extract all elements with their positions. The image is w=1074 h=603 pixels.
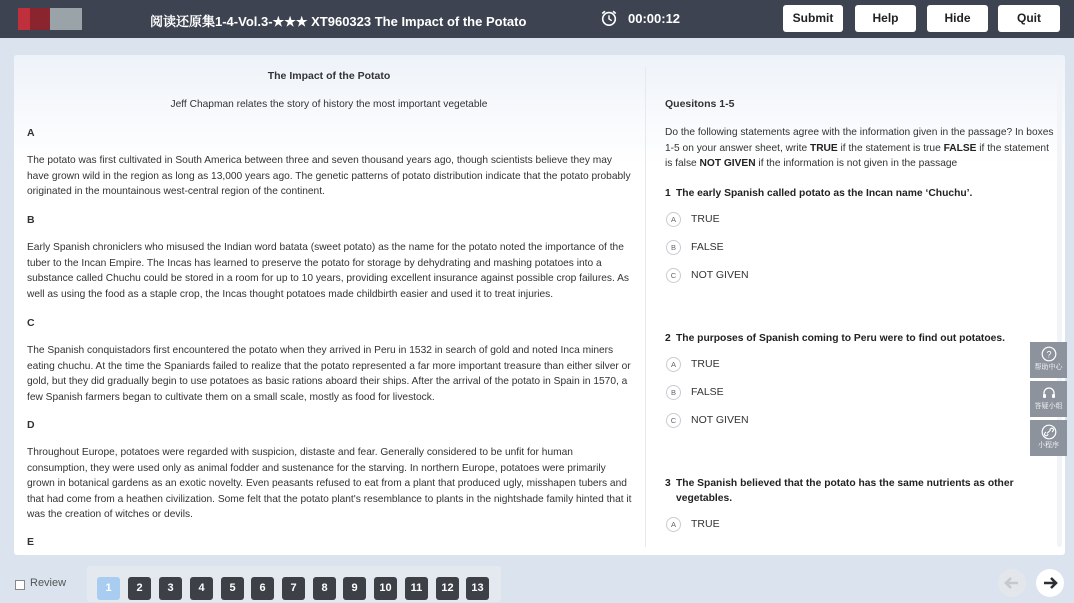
section-paragraph-a: The potato was first cultivated in South America between three and seven thousand years ago, though scientists believe they may have grown wild in the region as long as 13,000 years ago. The genetic patterns of potato distribution indicate that the potato probably originated in the mountainous west-central region of the continent. [27,155,631,197]
section-letter-d: D [27,419,35,431]
page-button-10[interactable]: 10 [374,577,397,600]
timer: 00:00:12 [628,11,681,26]
page-button-13[interactable]: 13 [466,577,489,600]
page-button-4[interactable]: 4 [190,577,213,600]
qa-group-button[interactable]: 答疑小组 [1030,381,1067,417]
mini-program-button[interactable]: 小程序 [1030,420,1067,456]
questions-pane[interactable] [665,55,1057,550]
previous-button[interactable] [998,569,1026,597]
page-button-1[interactable]: 1 [97,577,120,600]
page-button-5[interactable]: 5 [221,577,244,600]
hide-button[interactable]: Hide [927,5,988,32]
passage-subtitle: Jeff Chapman relates the story of history the most important vegetable [170,99,488,110]
page-button-9[interactable]: 9 [343,577,366,600]
passage-pane[interactable] [14,55,644,545]
option-1-b[interactable]: B FALSE [666,239,724,255]
page-button-3[interactable]: 3 [159,577,182,600]
questions-heading: Quesitons 1-5 [665,98,735,110]
submit-button[interactable]: Submit [783,5,843,32]
section-letter-b: B [27,214,35,226]
arrow-right-icon [1036,569,1064,597]
page-button-12[interactable]: 12 [436,577,459,600]
review-checkbox[interactable] [15,580,25,590]
question-pager [87,566,501,602]
option-2-a[interactable]: A TRUE [666,356,720,372]
section-paragraph-d: Throughout Europe, potatoes were regarded with suspicion, distaste and fear. Generally considered to be unfit for human consumption, they were used only as animal fodder and sustenance for the starving. In northern Europe, potatoes were primarily grown in botanical gardens as an exotic novelty. Even peasants refused to eat from a plant that produced ugly, misshapen tubers and that had come from a heathen civilization. Some felt that the potato plant's resemblance to plants in the nightshade family hinted that it was the creation of witches or devils. [27,447,632,520]
main-panel [14,55,1065,555]
quit-button[interactable]: Quit [998,5,1060,32]
user-avatar-blur [50,8,82,30]
test-title: 阅读还原集1-4-Vol.3-★★★ XT960323 The Impact of the Potato [150,14,527,29]
question-stem-2: 2 The purposes of Spanish coming to Peru were to find out potatoes. [665,333,1005,344]
top-bar [0,0,1074,38]
section-letter-c: C [27,317,35,329]
page-button-8[interactable]: 8 [313,577,336,600]
page-button-6[interactable]: 6 [251,577,274,600]
option-2-c[interactable]: C NOT GIVEN [666,412,749,428]
help-center-button[interactable]: ? 帮助中心 [1030,342,1067,378]
headset-icon [1041,385,1057,401]
section-letter-e: E [27,536,35,545]
option-3-a[interactable]: A TRUE [666,516,720,532]
review-label[interactable]: Review [30,577,67,589]
alarm-clock-icon [600,9,618,27]
option-1-c[interactable]: C NOT GIVEN [666,267,749,283]
questions-instruction: Do the following statements agree with the information given in the passage? In boxes 1-5 on your answer sheet, write TRUE if the statement is true FALSE if the statement is false NOT GIVEN if the information is not given in the passage [665,127,1054,169]
question-circle-icon [1041,346,1057,362]
page-button-11[interactable]: 11 [405,577,428,600]
next-button[interactable] [1036,569,1064,597]
page-button-7[interactable]: 7 [282,577,305,600]
section-paragraph-b: Early Spanish chroniclers who misused the Indian word batata (sweet potato) as the name for the potato noted the importance of the tuber to the Incan Empire. The Incas has learned to preserve the potato for storage by dehydrating and mashing potatoes into a substance called Chuchu could be stored in a room for up to 10 years, providing excellent insurance against possible crop failures. As well as using the food as a staple crop, the Incas thought potatoes made childbirth easier and used it to treat injuries. [27,242,629,300]
option-2-b[interactable]: B FALSE [666,384,724,400]
question-stem-1: 1 The early Spanish called potato as the Incan name ‘Chuchu’. [665,188,973,199]
link-icon [1041,424,1057,440]
help-button[interactable]: Help [855,5,916,32]
section-paragraph-c: The Spanish conquistadors first encountered the potato when they arrived in Peru in 1532 in search of gold and noted Inca miners eating chuchu. At the time the Spaniards failed to realize that the potato represented a far more important treasure than either silver or gold, but they did gradually begin to use potatoes as basic rations aboard their ships. After the arrival of the potato in Spain in 1570, a few Spanish farmers began to cultivate them on a small scale, mostly as food for livestock. [27,345,631,403]
questions-scrollbar[interactable] [1057,67,1062,547]
svg-text:?: ? [1045,349,1052,360]
option-1-a[interactable]: A TRUE [666,211,720,227]
section-letter-a: A [27,127,35,139]
pane-divider[interactable] [645,67,646,547]
page-button-2[interactable]: 2 [128,577,151,600]
bottom-bar [0,560,1074,603]
arrow-left-icon [998,569,1026,597]
user-avatar [18,8,50,30]
question-stem-3: 3 The Spanish believed that the potato has the same nutrients as other vegetables. [665,478,1014,504]
passage-title: The Impact of the Potato [267,70,391,82]
